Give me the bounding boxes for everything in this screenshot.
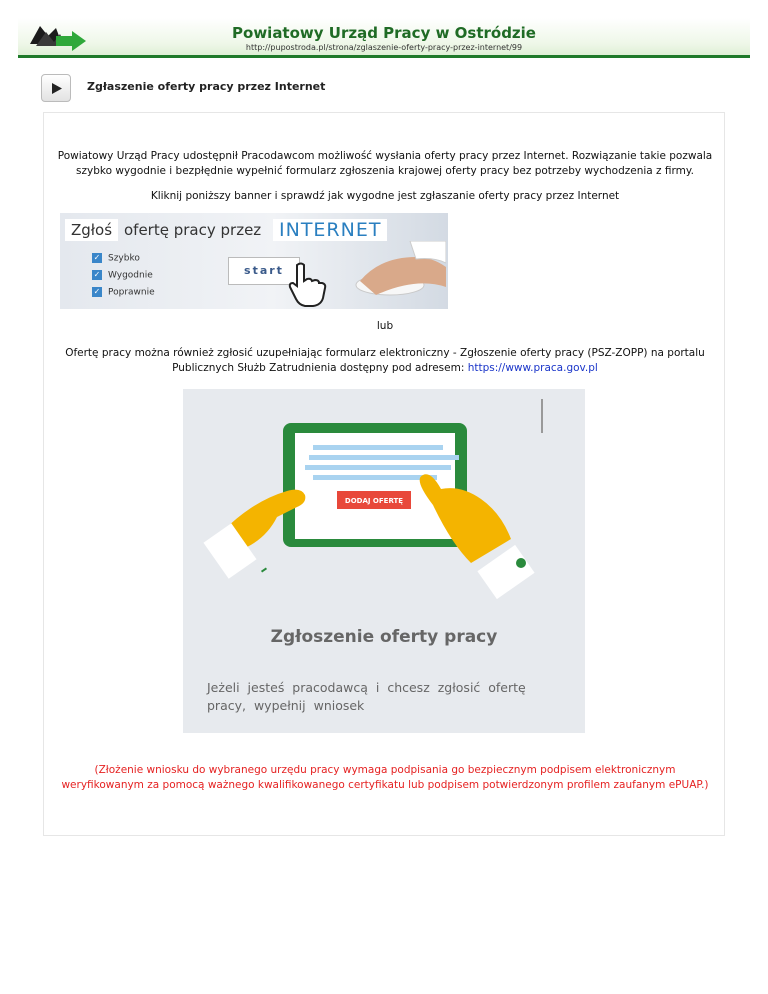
banner-check-item: ✓ Wygodnie xyxy=(93,270,153,281)
or-text: lub xyxy=(376,320,394,332)
internet-offer-banner[interactable] xyxy=(60,213,448,309)
check-icon: ✓ xyxy=(93,253,101,262)
alternative-text: Ofertę pracy można również zgłosić uzupełniając formularz elektroniczny - Zgłoszenie oferty pracy (PSZ-ZOPP) na portalu Publicznych Służb Zatrudnienia dostępny pod adresem: https://www.praca.gov.pl xyxy=(65,347,705,374)
signature-note: (Złożenie wniosku do wybranego urzędu pracy wymaga podpisania go bezpiecznym podpisem elektronicznym weryfikowanym za pomocą ważnego kwalifikowanego certyfikatu lub podpisem potwierdzonym profilem zaufanym ePUAP.) xyxy=(61,764,709,791)
banner-text: ofertę pracy przez xyxy=(124,221,262,239)
illustration-title: Zgłoszenie oferty pracy xyxy=(270,627,498,647)
click-banner-text: Kliknij poniższy banner i sprawdź jak wygodne jest zgłaszanie oferty pracy przez Internet xyxy=(150,190,620,202)
arrow-button[interactable] xyxy=(41,74,71,102)
illustration-subtitle: Jeżeli jesteś pracodawcą i chcesz zgłosić ofertę pracy, wypełnij wniosek xyxy=(207,680,526,713)
page-title: Zgłaszenie oferty pracy przez Internet xyxy=(87,80,326,93)
play-arrow-icon xyxy=(51,82,63,95)
banner-check-item: ✓ Poprawnie xyxy=(93,287,155,298)
check-icon: ✓ xyxy=(93,287,101,296)
banner-zglos: Zgłoś xyxy=(65,219,118,241)
svg-text:DODAJ OFERTĘ: DODAJ OFERTĘ xyxy=(344,497,404,505)
banner-start-button[interactable]: start xyxy=(228,257,300,285)
intro-text: Powiatowy Urząd Pracy udostępnił Pracodawcom możliwość wysłania oferty pracy przez Internet. Rozwiązanie takie pozwala szybko wygodnie i bezpłędnie wypełnić formularz zgłoszenia krajowej oferty pracy bez potrzeby wychodzenia z firmy. xyxy=(57,150,713,177)
pointer-hand-icon xyxy=(285,261,329,307)
mouse-hand-icon xyxy=(350,241,446,301)
banner-internet: INTERNET xyxy=(273,219,387,241)
offer-illustration[interactable] xyxy=(183,389,585,733)
site-title: Powiatowy Urząd Pracy w Ostródzie xyxy=(232,24,536,42)
check-icon: ✓ xyxy=(93,270,101,279)
site-header xyxy=(18,18,750,58)
page-heading xyxy=(41,74,541,102)
praca-gov-link[interactable]: https://www.praca.gov.pl xyxy=(467,362,598,374)
banner-check-item: ✓ Szybko xyxy=(93,253,140,264)
site-url: http://pupostroda.pl/strona/zglaszenie-oferty-pracy-przez-internet/99 xyxy=(245,43,523,52)
tablet-illustration xyxy=(183,389,585,619)
article-content xyxy=(43,112,725,836)
